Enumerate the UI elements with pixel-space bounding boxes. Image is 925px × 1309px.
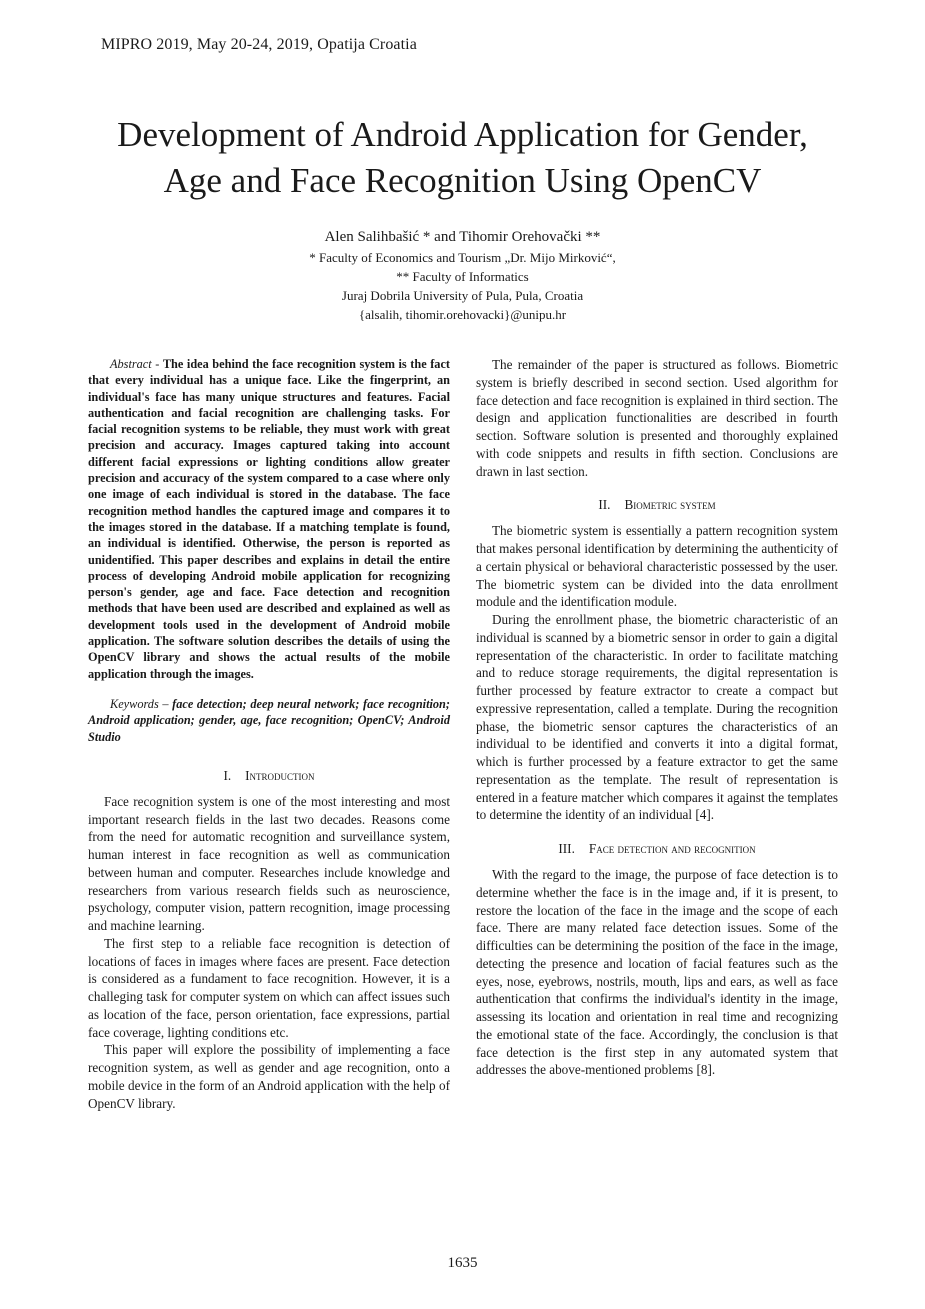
paper-title [40, 112, 885, 204]
affiliation-line: ** Faculty of Informatics [396, 269, 529, 284]
paragraph: This paper will explore the possibility of implementing a face recognition system, as well as gender and age recognition, onto a mobile device in the form of an Android application with the help of OpenCV library. [88, 1042, 450, 1111]
page-number: 1635 [447, 1255, 478, 1271]
section-title: Face detection and recognition [588, 841, 756, 856]
section-title: Introduction [245, 767, 315, 783]
paragraph: With the regard to the image, the purpose of face detection is to determine whether the face is in the image and, if it is present, to restore the location of the face in the image and the scope of each face. There are many related face detection issues. Some of the difficulties can be determining the position of the face in the image, detecting the presence and location of facial features such as the eyes, nose, eyebrows, nostrils, mouth, lips and ears, as well as face authentication that confirms the individual's identity in the image, assessing its location and orientation in real time and recognizing the emotional state of the face. Accordingly, the conclusion is that face detection is the first step in any automated system that addresses the above-mentioned problems [8]. [476, 867, 838, 1078]
title-line-2: Age and Face Recognition Using OpenCV [163, 161, 762, 200]
paragraph: The remainder of the paper is structured as follows. Biometric system is briefly described in second section. Used algorithm for face detection and face recognition is explained in third section. The design and application functionalities are described in fourth section. Software solution is presented and thoroughly explained with code snippets and results in fifth section. Conclusions are drawn in last section. [476, 357, 838, 479]
affiliation-line: Juraj Dobrila University of Pula, Pula, Croatia [341, 288, 584, 303]
section-heading-biometric [476, 496, 838, 514]
right-column [476, 356, 838, 1079]
abstract [88, 356, 450, 682]
section-number: II. [598, 497, 611, 513]
abstract-lead: Abstract - [110, 357, 163, 371]
section-heading-introduction [88, 767, 450, 785]
keywords-text: face detection; deep neural network; face recognition; Android application; gender, age, face recognition; OpenCV; Android Studio [88, 696, 450, 744]
keywords-lead: Keywords – [110, 696, 173, 711]
author-names: Alen Salihbašić * and Tihomir Orehovački ** [324, 229, 601, 245]
keywords [88, 696, 450, 745]
section-heading-face-detection [476, 840, 838, 858]
section-number: III. [558, 841, 575, 856]
paragraph: The first step to a reliable face recognition is detection of locations of faces in images where faces are present. Face detection is considered as a fundament to face recognition. However, it is a challeging task for computer system on which can affect issues such as location of the face, person orientation, face expressions, partial face coverage, lighting conditions etc. [88, 935, 450, 1040]
left-column [88, 356, 450, 1112]
title-line-1: Development of Android Application for Gender, [117, 115, 808, 154]
author-block [40, 226, 885, 324]
paragraph: During the enrollment phase, the biometric characteristic of an individual is scanned by a biometric sensor in order to gain a digital representation of the characteristic. In order to facilitate matching and to reduce storage requirements, the digital representation is further processed by feature extractor to create a compact but expressive representation, called a template. During the recognition phase, the biometric sensor captures the characteristics of an individual to be identified and converts it into a digital format, which is further processed by a feature extractor to get the same representation as the template. The result of representation is entered in a feature matcher which compares it against the templates to determine the identity of an individual [4]. [476, 612, 838, 823]
paragraph: Face recognition system is one of the most interesting and most important research fields in the last two decades. Reasons come from the need for automatic recognition and surveillance system, human interest in face recognition as well as communication between human and computer. Researches include knowledge and researchers from various research fields such as neuroscience, psychology, computer vision, pattern recognition, image processing and machine learning. [88, 793, 450, 934]
section-number: I. [223, 767, 232, 783]
paragraph: The biometric system is essentially a pattern recognition system that makes personal identification by determining the authenticity of a certain physical or behavioral characteristic possessed by the user. The biometric system can be divided into the data enrollment module and the identification module. [476, 523, 838, 610]
conference-header: MIPRO 2019, May 20-24, 2019, Opatija Croatia [101, 36, 417, 53]
abstract-text: The idea behind the face recognition system is the fact that every individual has a unique face. Like the fingerprint, an individual's face has many unique structures and features. Facial authentication and facial recognition are challenging tasks. For facial recognition systems to be reliable, they must work with great precision and accuracy. Images captured taking into account different facial expressions or lighting conditions allow greater precision and accuracy of the system compared to a case where only one image of each individual is stored in the database. The face recognition method handles the captured image and compares it to the images stored in the database. If a matching template is found, an individual is identified. Otherwise, the person is reported as unidentified. This paper describes and explains in detail the entire process of developing Android mobile application for recognizing person's gender, age and face. Face detection and recognition methods that have been used are described and explained as well as development tools used in the development of Android mobile application. The software solution describes the details of using the OpenCV library and shows the actual results of the mobile application through the images. [88, 357, 450, 681]
section-title: Biometric system [624, 497, 716, 513]
author-emails: {alsalih, tihomir.orehovacki}@unipu.hr [358, 307, 567, 322]
affiliation-line: * Faculty of Economics and Tourism „Dr. Mijo Mirković“, [309, 250, 616, 265]
